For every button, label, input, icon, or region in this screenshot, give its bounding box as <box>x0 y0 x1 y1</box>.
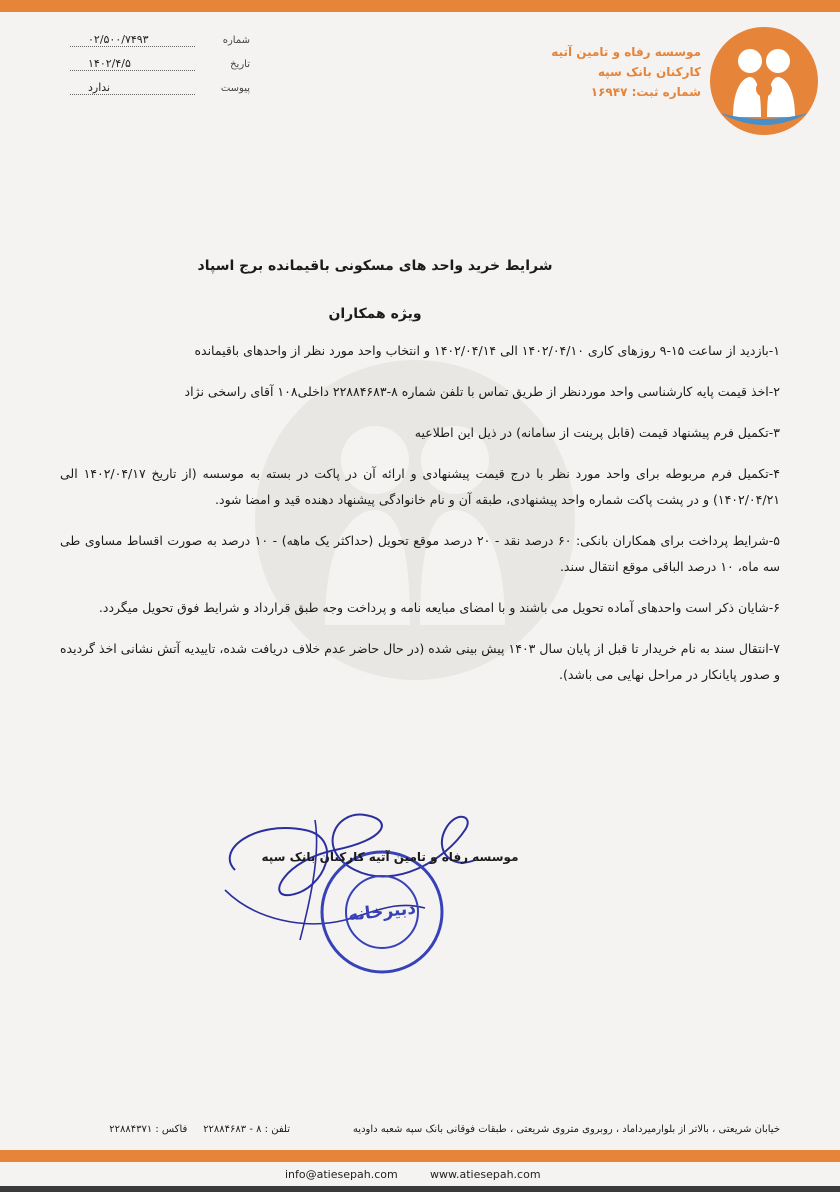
registration-number: شماره ثبت: ۱۶۹۴۷ <box>590 85 701 99</box>
top-orange-bar <box>0 0 840 12</box>
condition-item: ۱-بازدید از ساعت ۱۵-۹ روزهای کاری ۱۴۰۲/۰۴/۱۰ الی ۱۴۰۲/۰۴/۱۴ و انتخاب واحد مورد نظر از واحدهای باقیمانده <box>194 343 780 358</box>
signatory-org-name: موسسه رفاه و تامین آتیه کارکنان بانک سپه <box>261 850 519 864</box>
number-label: شماره <box>222 35 250 46</box>
document-subtitle: ویژه همکاران <box>328 306 422 322</box>
document-title: شرایط خرید واحد های مسکونی باقیمانده برج اسپاد <box>197 258 553 274</box>
footer-address: خیابان شریعتی ، بالاتر از بلوارمیرداماد ، روبروی متروی شریعتی ، طبقات فوقانی بانک سپه شعبه داودیه <box>352 1124 780 1135</box>
condition-item: ۶-شایان ذکر است واحدهای آماده تحویل می باشند و با امضای مبایعه نامه و پرداخت وجه طبق قرارداد و شرایط فوق تحویل میگردد. <box>98 600 780 615</box>
letter-meta <box>70 35 250 107</box>
date-label: تاریخ <box>230 59 250 70</box>
meta-date-row <box>70 59 250 83</box>
condition-item: ۷-انتقال سند به نام خریدار تا قبل از پایان سال ۱۴۰۳ پیش بینی شده (در حال حاضر عدم خلاف دریافت شده، تاییدیه آتش نشانی اخذ گردیده و صدور پایانکار در مراحل نهایی می باشد). <box>60 641 781 682</box>
org-logo-icon <box>705 25 823 137</box>
meta-number-row <box>70 35 250 59</box>
bottom-dark-strip <box>0 1186 840 1192</box>
condition-item: ۲-اخذ قیمت پایه کارشناسی واحد موردنظر از طریق تماس با تلفن شماره ۸-۲۲۸۸۴۶۸۳ داخلی۱۰۸ آقای راسخی نژاد <box>184 384 780 399</box>
attachment-label: پیوست <box>220 83 250 94</box>
org-name-line2: کارکنان بانک سپه <box>597 65 701 79</box>
date-value: ۱۴۰۲/۴/۵ <box>85 57 134 70</box>
footer-fax: فاکس : ۲۲۸۸۴۳۷۱ <box>109 1124 188 1135</box>
stamp-text: دبیرخانه <box>347 898 417 926</box>
conditions-list <box>60 338 780 703</box>
org-name-line1: موسسه رفاه و تامین آتیه <box>551 45 701 59</box>
footer-contact <box>80 1124 290 1135</box>
condition-item: ۴-تکمیل فرم مربوطه برای واحد مورد نظر با درج قیمت پیشنهادی و ارائه آن در پاکت در بسته به موسسه (از تاریخ ۱۴۰۲/۰۴/۱۷ الی ۱۴۰۲/۰۴/۲۱) و در پشت پاکت شماره واحد پیشنهادی، طبقه آن و نام خانوادگی پیشنهاد دهنده قید و امضا شود. <box>60 466 780 507</box>
meta-attachment-row <box>70 83 250 107</box>
org-header <box>551 42 701 102</box>
condition-item: ۵-شرایط پرداخت برای همکاران بانکی: ۶۰ درصد نقد - ۲۰ درصد موقع تحویل (حداکثر یک ماهه) - ۱۰ درصد به صورت اقساط مساوی طی سه ماه، ۱۰ درصد الباقی موقع انتقال سند. <box>60 533 780 574</box>
condition-item: ۳-تکمیل فرم پیشنهاد قیمت (قابل پرینت از سامانه) در ذیل این اطلاعیه <box>414 425 780 440</box>
footer-phone: تلفن : ۸ - ۲۲۸۸۴۶۸۳ <box>203 1124 290 1135</box>
bottom-orange-bar <box>0 1150 840 1162</box>
attachment-value: ندارد <box>85 81 113 94</box>
number-value: ۰۲/۵۰۰/۷۴۹۳ <box>85 33 152 46</box>
footer-email[interactable]: info@atiesepah.com <box>285 1168 398 1181</box>
footer-website[interactable]: www.atiesepah.com <box>430 1168 541 1181</box>
